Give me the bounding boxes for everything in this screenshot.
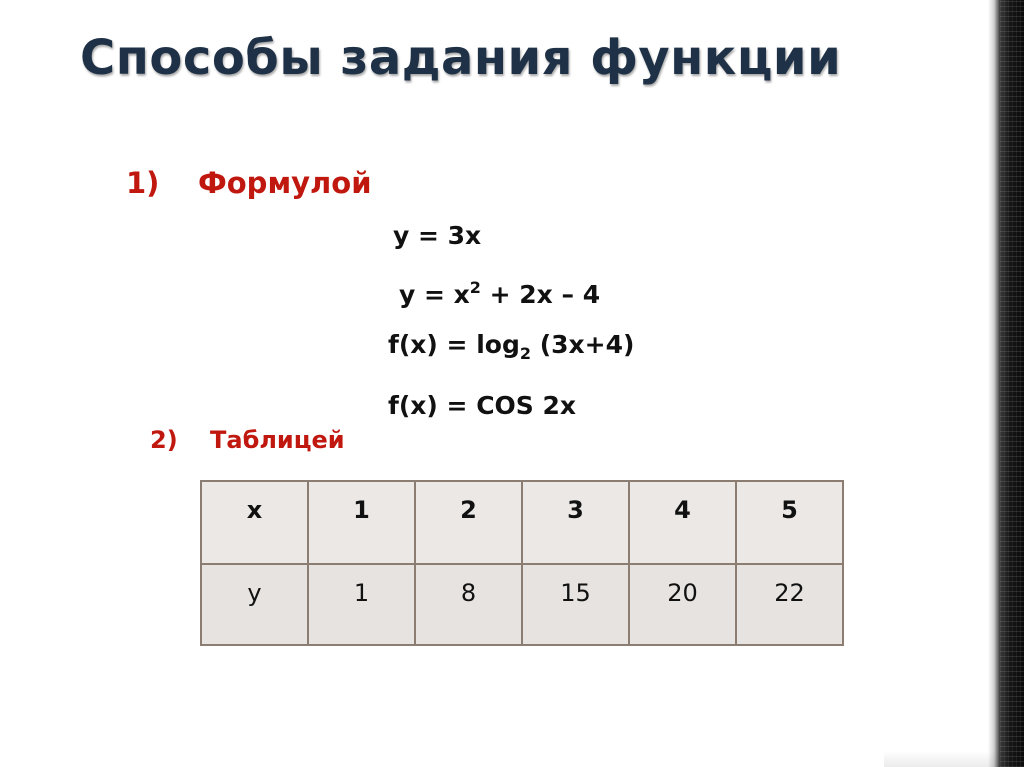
slide-title: Способы задания функции [80, 30, 842, 86]
table-cell: 2 [415, 481, 522, 564]
section-formula-heading [126, 166, 372, 200]
table-row-x [201, 481, 843, 564]
table-cell: 20 [629, 564, 736, 645]
formula-logarithm [388, 330, 635, 363]
table-cell: 22 [736, 564, 843, 645]
formula-quadratic-rest: + 2x – 4 [480, 280, 601, 309]
table-cell: y [201, 564, 308, 645]
values-table [200, 480, 844, 646]
table-cell: 8 [415, 564, 522, 645]
formula-log-base-text: f(x) = log [388, 330, 520, 359]
table-cell: 1 [308, 564, 415, 645]
section-table-heading [150, 426, 345, 454]
section-table-number: 2) [150, 426, 178, 454]
table-row-y [201, 564, 843, 645]
formula-quadratic-exponent: 2 [469, 278, 481, 297]
formula-quadratic [399, 280, 600, 309]
formula-quadratic-base: y = x [399, 280, 470, 309]
table-cell: 5 [736, 481, 843, 564]
slide-bottom-shadow [884, 751, 1004, 767]
slide-edge-texture [1000, 0, 1024, 767]
formula-log-subscript: 2 [519, 344, 531, 363]
table-cell: 1 [308, 481, 415, 564]
section-formula-number: 1) [126, 166, 160, 200]
formula-cosine: f(x) = COS 2x [388, 391, 577, 420]
section-formula-label: Формулой [198, 166, 372, 200]
table-cell: 4 [629, 481, 736, 564]
formula-log-argument: (3x+4) [531, 330, 635, 359]
table-cell: 15 [522, 564, 629, 645]
table-cell: 3 [522, 481, 629, 564]
formula-linear: y = 3x [393, 221, 482, 250]
section-table-label: Таблицей [210, 426, 345, 454]
table-cell: x [201, 481, 308, 564]
